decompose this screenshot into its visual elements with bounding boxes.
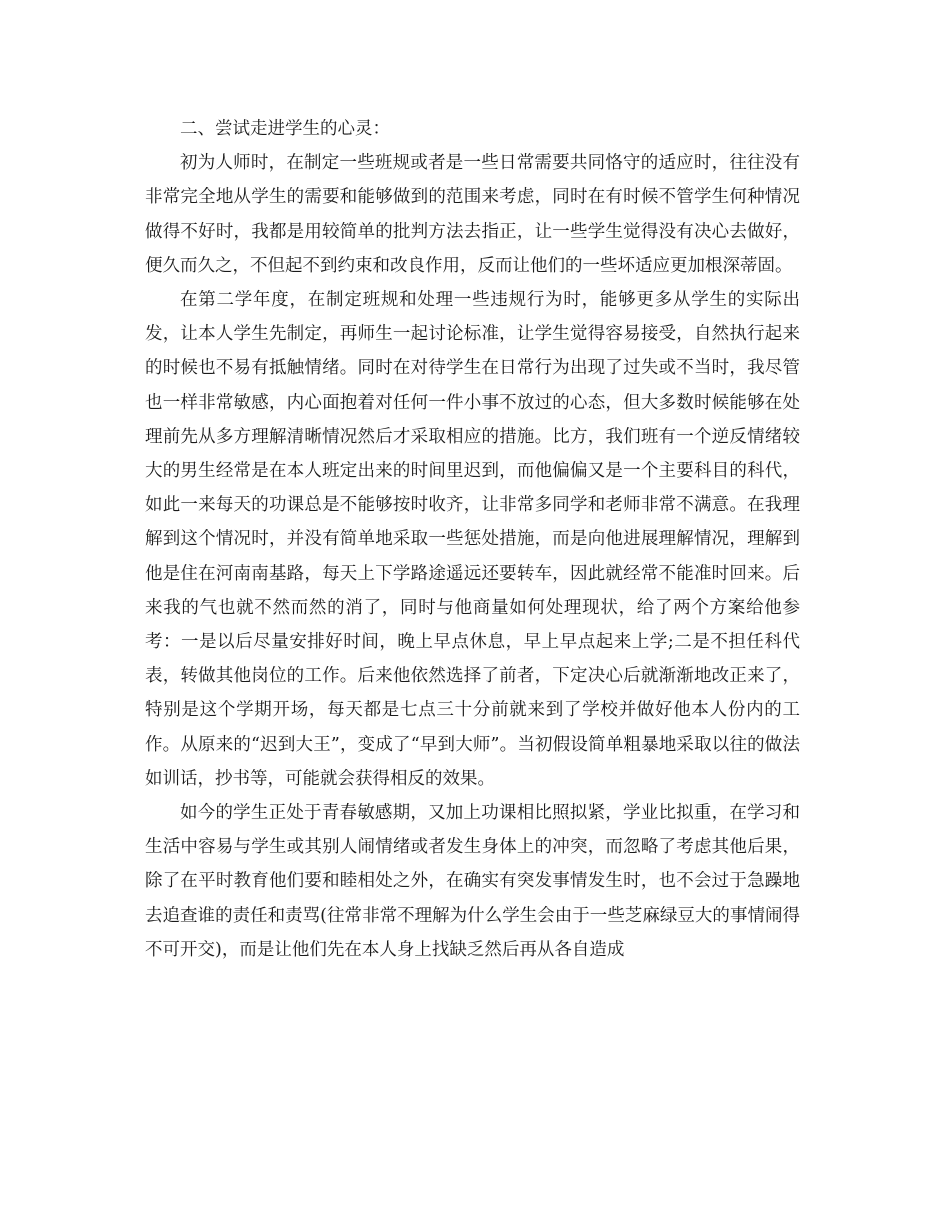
paragraph-3: 如今的学生正处于青春敏感期，又加上功课相比照拟紧，学业比拟重，在学习和生活中容易与学生或其别人闹情绪或者发生身体上的冲突，而忽略了考虑其他后果，除了在平时教育他们要和睦相处之外，在确实有突发事情发生时，也不会过于急躁地去追查谁的责任和责骂(往常非常不理解为什么学生会由于一些芝麻绿豆大的事情闹得不可开交)，而是让他们先在本人身上找缺乏然后再从各自造成 [145,803,800,960]
paragraph-1: 初为人师时，在制定一些班规或者是一些日常需要共同恪守的适应时，往往没有非常完全地从学生的需要和能够做到的范围来考虑，同时在有时候不管学生何种情况做得不好时，我都是用较简单的批判方法去指正，让一些学生觉得没有决心去做好，便久而久之，不但起不到约束和改良作用，反而让他们的一些坏适应更加根深蒂固。 [145,153,800,276]
section-heading: 二、尝试走进学生的心灵： [180,119,390,139]
document-body [145,112,800,967]
paragraph-2: 在第二学年度，在制定班规和处理一些违规行为时，能够更多从学生的实际出发，让本人学生先制定，再师生一起讨论标准，让学生觉得容易接受，自然执行起来的时候也不易有抵触情绪。同时在对待学生在日常行为出现了过失或不当时，我尽管也一样非常敏感，内心面抱着对任何一件小事不放过的心态，但大多数时候能够在处理前先从多方理解清晰情况然后才采取相应的措施。比方，我们班有一个逆反情绪较大的男生经常是在本人班定出来的时间里迟到，而他偏偏又是一个主要科目的科代，如此一来每天的功课总是不能够按时收齐，让非常多同学和老师非常不满意。在我理解到这个情况时，并没有简单地采取一些惩处措施，而是向他进展理解情况，理解到他是住在河南南基路，每天上下学路途遥远还要转车，因此就经常不能准时回来。后来我的气也就不然而然的消了，同时与他商量如何处理现状，给了两个方案给他参考：一是以后尽量安排好时间，晚上早点休息，早上早点起来上学;二是不担任科代表，转做其他岗位的工作。后来他依然选择了前者，下定决心后就渐渐地改正来了，特别是这个学期开场，每天都是七点三十分前就来到了学校并做好他本人份内的工作。从原来的“迟到大王”，变成了“早到大师”。当初假设简单粗暴地采取以往的做法如训话，抄书等，可能就会获得相反的效果。 [145,290,800,789]
